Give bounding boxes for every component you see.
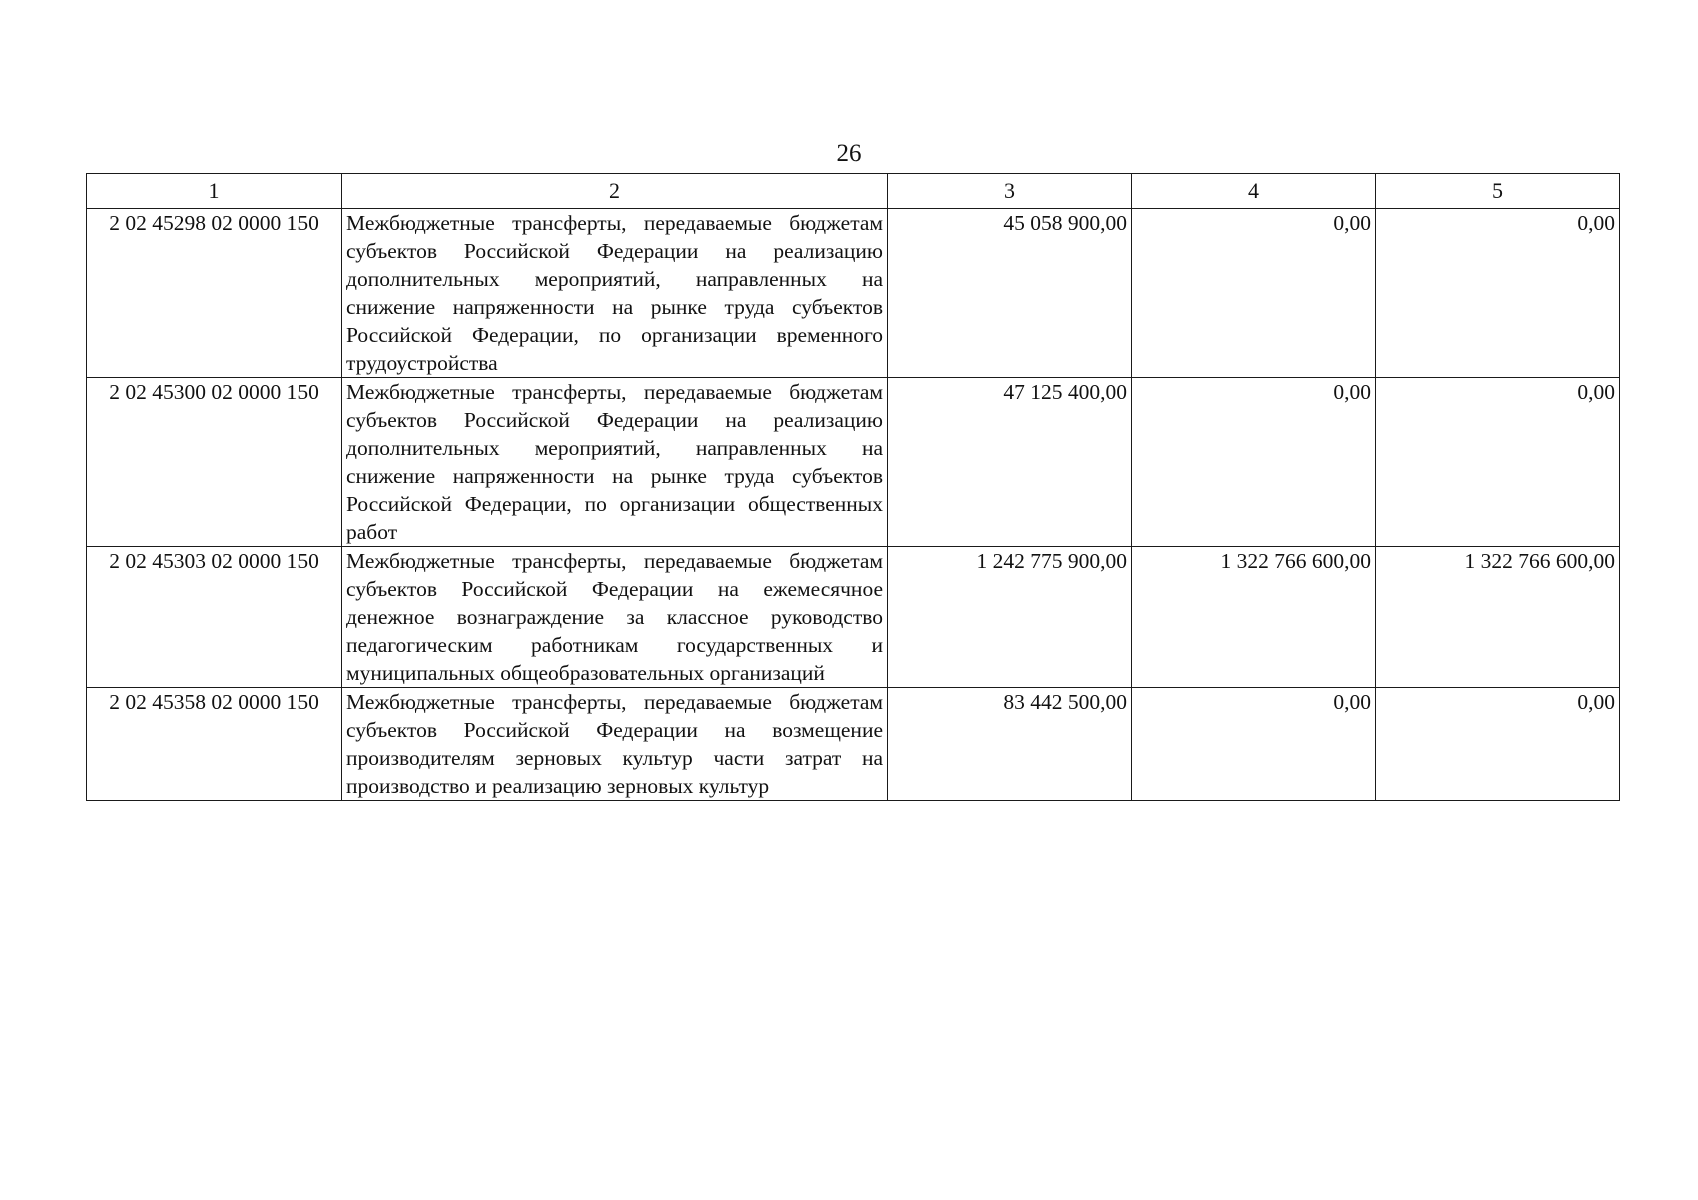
amount-col5: 0,00 — [1376, 688, 1620, 801]
amount-col4: 0,00 — [1132, 378, 1376, 547]
amount-col4: 1 322 766 600,00 — [1132, 547, 1376, 688]
row-description: Межбюджетные трансферты, передаваемые бюджетам субъектов Российской Федерации на ежемесячное денежное вознаграждение за классное руководство педагогическим работникам государственных и муниципальных общеобразовательных организаций — [342, 547, 888, 688]
budget-code: 2 02 45298 02 0000 150 — [87, 209, 342, 378]
header-row — [87, 174, 1620, 209]
page-number: 26 — [836, 140, 862, 167]
amount-col3: 45 058 900,00 — [888, 209, 1132, 378]
budget-code: 2 02 45358 02 0000 150 — [87, 688, 342, 801]
amount-col4: 0,00 — [1132, 209, 1376, 378]
budget-table — [86, 173, 1620, 801]
column-header-2: 2 — [342, 174, 888, 209]
column-header-1: 1 — [87, 174, 342, 209]
column-header-4: 4 — [1132, 174, 1376, 209]
amount-col5: 0,00 — [1376, 209, 1620, 378]
budget-code: 2 02 45300 02 0000 150 — [87, 378, 342, 547]
row-description: Межбюджетные трансферты, передаваемые бюджетам субъектов Российской Федерации на реализацию дополнительных мероприятий, направленных на снижение напряженности на рынке труда субъектов Российской Федерации, по организации временного трудоустройства — [342, 209, 888, 378]
table-row — [87, 378, 1620, 547]
amount-col4: 0,00 — [1132, 688, 1376, 801]
table-row — [87, 688, 1620, 801]
row-description: Межбюджетные трансферты, передаваемые бюджетам субъектов Российской Федерации на возмещение производителям зерновых культур части затрат на производство и реализацию зерновых культур — [342, 688, 888, 801]
column-header-5: 5 — [1376, 174, 1620, 209]
row-description: Межбюджетные трансферты, передаваемые бюджетам субъектов Российской Федерации на реализацию дополнительных мероприятий, направленных на снижение напряженности на рынке труда субъектов Российской Федерации, по организации общественных работ — [342, 378, 888, 547]
table-row — [87, 547, 1620, 688]
amount-col3: 1 242 775 900,00 — [888, 547, 1132, 688]
amount-col5: 0,00 — [1376, 378, 1620, 547]
amount-col3: 47 125 400,00 — [888, 378, 1132, 547]
table-row — [87, 209, 1620, 378]
amount-col5: 1 322 766 600,00 — [1376, 547, 1620, 688]
budget-code: 2 02 45303 02 0000 150 — [87, 547, 342, 688]
amount-col3: 83 442 500,00 — [888, 688, 1132, 801]
column-header-3: 3 — [888, 174, 1132, 209]
